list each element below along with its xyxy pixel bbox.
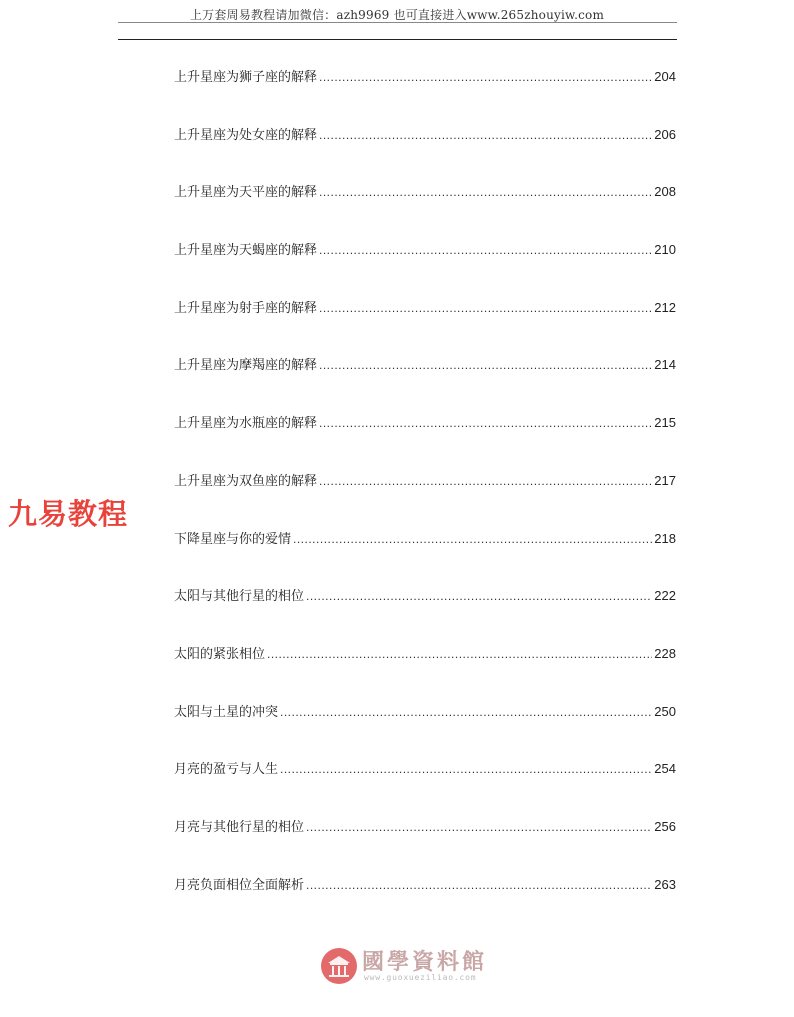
- toc-entry[interactable]: [174, 239, 676, 297]
- toc-entry-page: 218: [654, 530, 676, 546]
- toc-dot-leader: [319, 70, 652, 84]
- footer-logo: [318, 945, 488, 989]
- page-header-text: 上万套周易教程请加微信：azh9969 也可直接进入www.265zhouyiw.com: [189, 8, 605, 22]
- toc-entry-title: 太阳与土星的冲突: [174, 704, 279, 720]
- toc-entry-page: 206: [654, 126, 676, 142]
- toc-dot-leader: [267, 647, 652, 661]
- toc-entry-page: 215: [654, 415, 676, 431]
- toc-entry-title: 上升星座为天平座的解释: [174, 185, 318, 201]
- toc-entry-page: 210: [654, 242, 676, 258]
- toc-entry-title: 上升星座为天蝎座的解释: [174, 243, 318, 259]
- toc-dot-leader: [280, 705, 652, 719]
- toc-entry-title: 上升星座为狮子座的解释: [174, 70, 318, 85]
- toc-entry[interactable]: [174, 470, 676, 528]
- toc-dot-leader: [306, 589, 652, 603]
- toc-dot-leader: [319, 358, 652, 372]
- toc-entry-page: 228: [654, 645, 676, 661]
- toc-entry[interactable]: [174, 758, 676, 816]
- toc-dot-leader: [306, 820, 652, 834]
- toc-entry[interactable]: [174, 528, 676, 586]
- toc-entry[interactable]: [174, 585, 676, 643]
- header-divider-thick: [118, 39, 677, 40]
- toc-entry-title: 月亮与其他行星的相位: [174, 819, 305, 835]
- toc-dot-leader: [319, 416, 652, 430]
- toc-entry-page: 256: [654, 818, 676, 834]
- toc-entry-title: 上升星座为水瓶座的解释: [174, 416, 318, 432]
- toc-entry[interactable]: [174, 181, 676, 239]
- toc-entry-page: 204: [654, 69, 676, 84]
- toc-entry[interactable]: [174, 816, 676, 874]
- toc-entry[interactable]: [174, 874, 676, 932]
- logo-name: 國學資料館: [362, 949, 488, 975]
- toc-entry-page: 250: [654, 703, 676, 719]
- toc-entry-title: 月亮负面相位全面解析: [174, 877, 305, 893]
- toc-entry[interactable]: [174, 643, 676, 701]
- toc-dot-leader: [319, 301, 652, 315]
- toc-entry-page: 254: [654, 761, 676, 777]
- toc-dot-leader: [280, 762, 652, 776]
- toc-entry-title: 月亮的盈亏与人生: [174, 762, 279, 778]
- table-of-contents: [174, 66, 676, 931]
- header-divider-thin: [118, 22, 677, 23]
- toc-entry-page: 214: [654, 357, 676, 373]
- toc-entry-page: 217: [654, 472, 676, 488]
- toc-entry-title: 上升星座为双鱼座的解释: [174, 473, 318, 489]
- toc-entry-page: 222: [654, 588, 676, 604]
- toc-dot-leader: [319, 128, 652, 142]
- toc-dot-leader: [319, 185, 652, 199]
- logo-url: www.guoxueziliao.com: [364, 973, 477, 982]
- toc-dot-leader: [319, 474, 652, 488]
- toc-entry[interactable]: [174, 412, 676, 470]
- toc-entry-title: 太阳的紧张相位: [174, 646, 266, 662]
- toc-entry-title: 下降星座与你的爱情: [174, 531, 292, 547]
- toc-entry[interactable]: [174, 354, 676, 412]
- toc-entry[interactable]: [174, 297, 676, 355]
- toc-entry[interactable]: [174, 124, 676, 182]
- toc-entry-title: 上升星座为处女座的解释: [174, 127, 318, 143]
- toc-entry-title: 上升星座为射手座的解释: [174, 300, 318, 316]
- logo-seal-icon: [321, 948, 357, 984]
- toc-entry-title: 上升星座为摩羯座的解释: [174, 358, 318, 374]
- toc-dot-leader: [319, 243, 652, 257]
- watermark-text: 九易教程: [8, 497, 129, 531]
- toc-entry-page: 208: [654, 184, 676, 200]
- toc-dot-leader: [293, 532, 652, 546]
- toc-dot-leader: [306, 878, 652, 892]
- toc-entry[interactable]: [174, 66, 676, 124]
- toc-entry-page: 263: [654, 876, 676, 892]
- toc-entry[interactable]: [174, 701, 676, 759]
- toc-entry-title: 太阳与其他行星的相位: [174, 589, 305, 605]
- toc-entry-page: 212: [654, 299, 676, 315]
